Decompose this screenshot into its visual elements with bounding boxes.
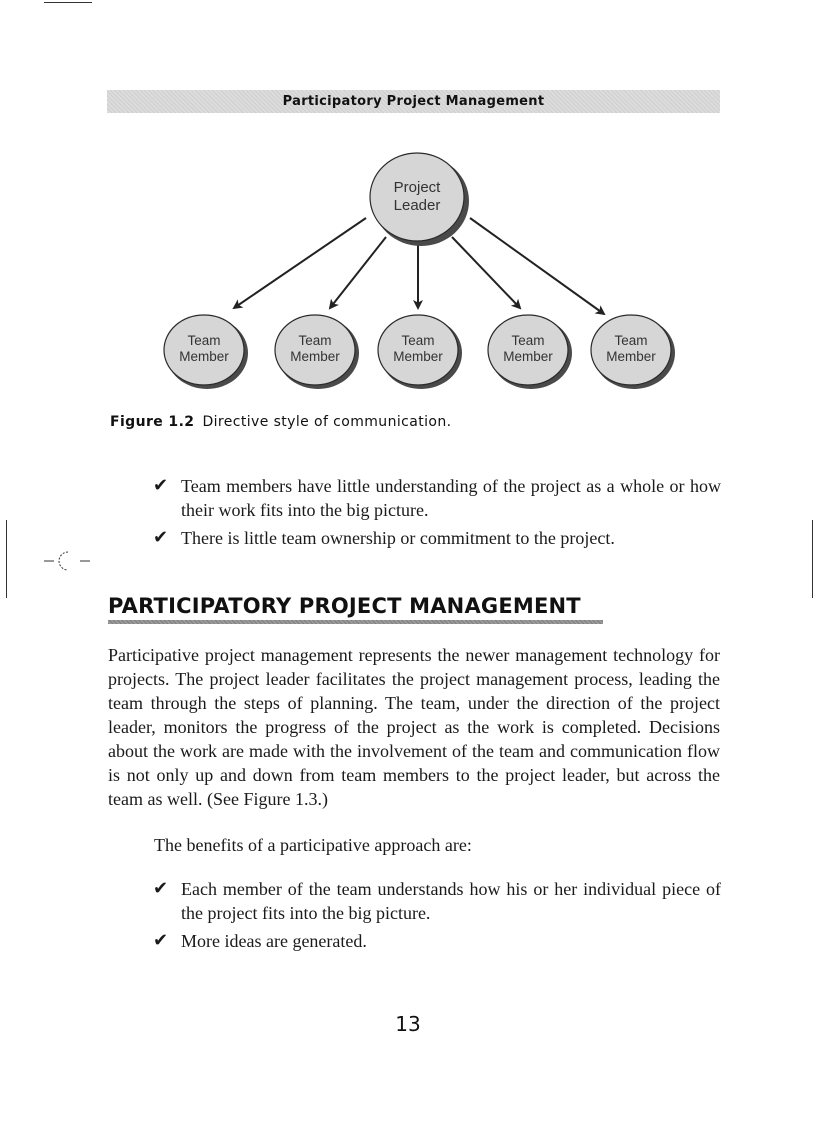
registration-mark	[44, 548, 92, 574]
team-member-node	[591, 315, 675, 389]
checkmark-icon: ✔	[153, 878, 169, 899]
team-member-node	[275, 315, 359, 389]
figure-caption-label: Figure 1.2	[110, 414, 195, 430]
list-item	[153, 474, 721, 522]
section-title: PARTICIPATORY PROJECT MANAGEMENT	[108, 594, 581, 618]
checkmark-icon: ✔	[153, 527, 169, 548]
leader-label-line2: Leader	[393, 197, 441, 214]
member-label-line2: Member	[290, 349, 340, 364]
running-header: Participatory Project Management	[107, 90, 720, 113]
list-item	[153, 526, 721, 550]
page-number: 13	[395, 1012, 421, 1036]
benefits-intro: The benefits of a participative approach are:	[154, 835, 472, 855]
member-label-line1: Team	[614, 333, 648, 348]
arrow-to-member-2	[330, 237, 386, 308]
member-label-line1: Team	[401, 333, 435, 348]
list-item-text: Team members have little understanding of the project as a whole or how their work fits into the big picture.	[181, 476, 721, 520]
member-label-line1: Team	[511, 333, 545, 348]
member-label-line2: Member	[179, 349, 229, 364]
list-item-text: Each member of the team understands how his or her individual piece of the project fits into the big picture.	[181, 879, 721, 923]
crop-mark-left	[6, 520, 7, 598]
project-leader-node	[370, 153, 469, 246]
checkmark-icon: ✔	[153, 930, 169, 951]
member-label-line1: Team	[187, 333, 221, 348]
bullet-list-benefits	[153, 877, 721, 957]
checkmark-icon: ✔	[153, 475, 169, 496]
figure-caption-text: Directive style of communication.	[202, 414, 452, 430]
team-member-node	[164, 315, 248, 389]
arrow-to-member-5	[470, 218, 604, 314]
arrow-to-member-1	[234, 218, 366, 308]
list-item-text: More ideas are generated.	[181, 931, 367, 951]
member-label-line2: Member	[503, 349, 553, 364]
section-title-rule	[108, 620, 603, 624]
directive-communication-diagram	[0, 0, 816, 420]
figure-caption	[110, 414, 710, 430]
body-paragraph: Participative project management represents the newer management technology for projects. The project leader facilitates the project management process, leading the team through the steps of planning. The team, under the direction of the project leader, monitors the progress of the project as the work is completed. Decisions about the work are made with the involvement of the team and communication flow is not only up and down from team members to the project leader, but across the team as well. (See Figure 1.3.)	[108, 645, 720, 809]
list-item	[153, 877, 721, 925]
bullet-list-drawbacks	[153, 474, 721, 554]
member-label-line2: Member	[393, 349, 443, 364]
member-label-line2: Member	[606, 349, 656, 364]
member-label-line1: Team	[298, 333, 332, 348]
crop-mark-right	[812, 520, 813, 598]
leader-label-line1: Project	[393, 179, 441, 196]
list-item-text: There is little team ownership or commitment to the project.	[181, 528, 615, 548]
list-item	[153, 929, 721, 953]
team-member-node	[488, 315, 572, 389]
team-member-node	[378, 315, 462, 389]
